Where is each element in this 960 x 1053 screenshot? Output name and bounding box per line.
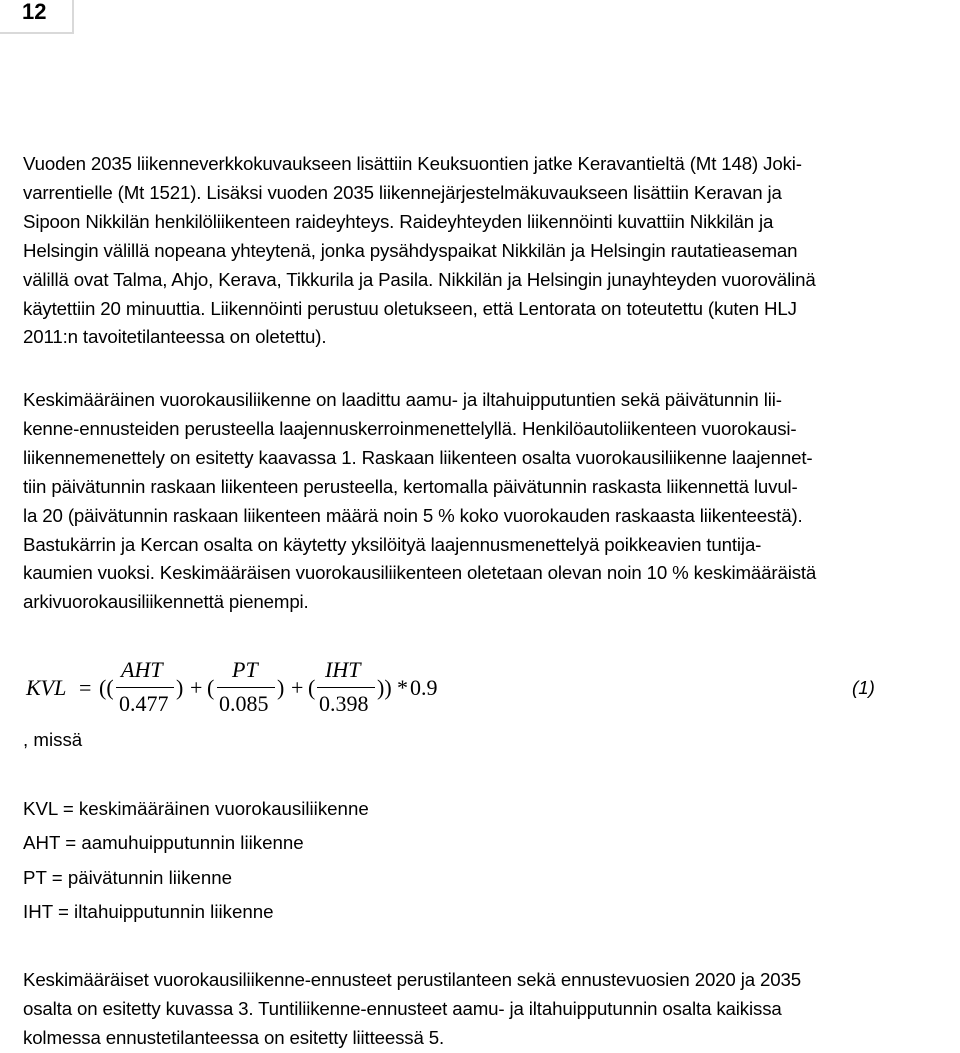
text-line: tiin päivätunnin raskaan liikenteen perusteella, kertomalla päivätunnin raskasta liikennettä luvul- <box>23 475 798 497</box>
definition-iht: IHT = iltahuipputunnin liikenne <box>23 900 274 922</box>
paragraph-daily-traffic-method <box>23 386 938 617</box>
formula-numerator-pt: PT <box>232 657 258 682</box>
text-line: käytettiin 20 minuuttia. Liikennöinti perustuu oletukseen, että Lentorata on toteutettu (kuten HLJ <box>23 297 797 319</box>
fraction-bar <box>116 687 174 688</box>
formula-open-paren: ( <box>207 675 215 700</box>
text-line: varrentielle (Mt 1521). Lisäksi vuoden 2035 liikennejärjestelmäkuvaukseen lisättiin Keravan ja <box>23 181 782 203</box>
definition-list <box>23 794 369 931</box>
formula-lhs: KVL <box>26 675 67 700</box>
text-line: kaumien vuoksi. Keskimääräisen vuorokausiliikenteen oletetaan olevan noin 10 % keskimääräistä <box>23 562 817 584</box>
formula-kvl <box>26 652 886 732</box>
text-line: 2011:n tavoitetilanteessa on oletettu). <box>23 326 327 348</box>
formula-close-paren: ) <box>176 675 184 700</box>
formula-denominator-pt: 0.085 <box>219 691 269 716</box>
formula-open-paren: ( <box>308 675 316 700</box>
text-line: kolmessa ennustetilanteessa on esitetty liitteessä 5. <box>23 1026 445 1048</box>
text-line: la 20 (päivätunnin raskaan liikenteen määrä noin 5 % koko vuorokauden raskaasta liikenteestä). <box>23 504 803 526</box>
definition-kvl: KVL = keskimääräinen vuorokausiliikenne <box>23 798 369 819</box>
formula-numerator-iht: IHT <box>325 657 361 682</box>
formula-multiply: * <box>397 675 408 700</box>
formula-denominator-aht: 0.477 <box>119 691 169 716</box>
formula-close-double: )) <box>377 675 392 700</box>
page-number-box <box>0 0 74 34</box>
text-line: Bastukärrin ja Kercan osalta on käytetty yksilöityä laajennusmenettelyä poikkeavien tuntija- <box>23 533 762 555</box>
text-line: osalta on esitetty kuvassa 3. Tuntiliikenne-ennusteet aamu- ja iltahuipputunnin osalta kaikissa <box>23 997 782 1019</box>
formula-numerator-aht: AHT <box>121 657 163 682</box>
text-line: Helsingin välillä nopeana yhteytenä, jonka pysähdyspaikat Nikkilän ja Helsingin rautatieaseman <box>23 239 798 261</box>
formula-equals: = <box>79 675 92 700</box>
formula-open-double: (( <box>99 675 114 700</box>
text-line: Vuoden 2035 liikenneverkkokuvaukseen lisättiin Keuksuontien jatke Keravantieltä (Mt 148) Joki- <box>23 153 802 174</box>
text-line: Keskimääräiset vuorokausiliikenne-ennusteet perustilanteen sekä ennustevuosien 2020 ja 2035 <box>23 969 801 990</box>
text-line: Sipoon Nikkilän henkilöliikenteen raideyhteys. Raideyhteyden liikennöinti kuvattiin Nikkilän ja <box>23 210 774 232</box>
formula-denominator-iht: 0.398 <box>319 691 369 716</box>
text-line: kenne-ennusteiden perusteella laajennuskerroinmenettelyllä. Henkilöautoliikenteen vuorokausi- <box>23 417 797 439</box>
where-label: , missä <box>23 729 83 750</box>
equation-number: (1) <box>852 677 875 698</box>
formula-plus: + <box>190 675 203 700</box>
text-line: arkivuorokausiliikennettä pienempi. <box>23 591 309 613</box>
fraction-bar <box>217 687 275 688</box>
fraction-bar <box>317 687 375 688</box>
definition-pt: PT = päivätunnin liikenne <box>23 866 232 888</box>
text-line: Keskimääräinen vuorokausiliikenne on laadittu aamu- ja iltahuipputuntien sekä päivätunnin lii- <box>23 389 782 410</box>
page-number: 12 <box>22 0 47 24</box>
text-line: välillä ovat Talma, Ahjo, Kerava, Tikkurila ja Pasila. Nikkilän ja Helsingin junayhteyden vuorovälinä <box>23 268 816 290</box>
formula-factor: 0.9 <box>410 675 438 700</box>
formula-close-paren: ) <box>277 675 285 700</box>
definition-aht: AHT = aamuhuipputunnin liikenne <box>23 832 304 854</box>
formula-plus: + <box>291 675 304 700</box>
paragraph-rail-connection <box>23 150 938 352</box>
paragraph-forecast-figures <box>23 966 938 1053</box>
text-line: liikennemenettely on esitetty kaavassa 1. Raskaan liikenteen osalta vuorokausiliikenne laajennet- <box>23 446 813 468</box>
